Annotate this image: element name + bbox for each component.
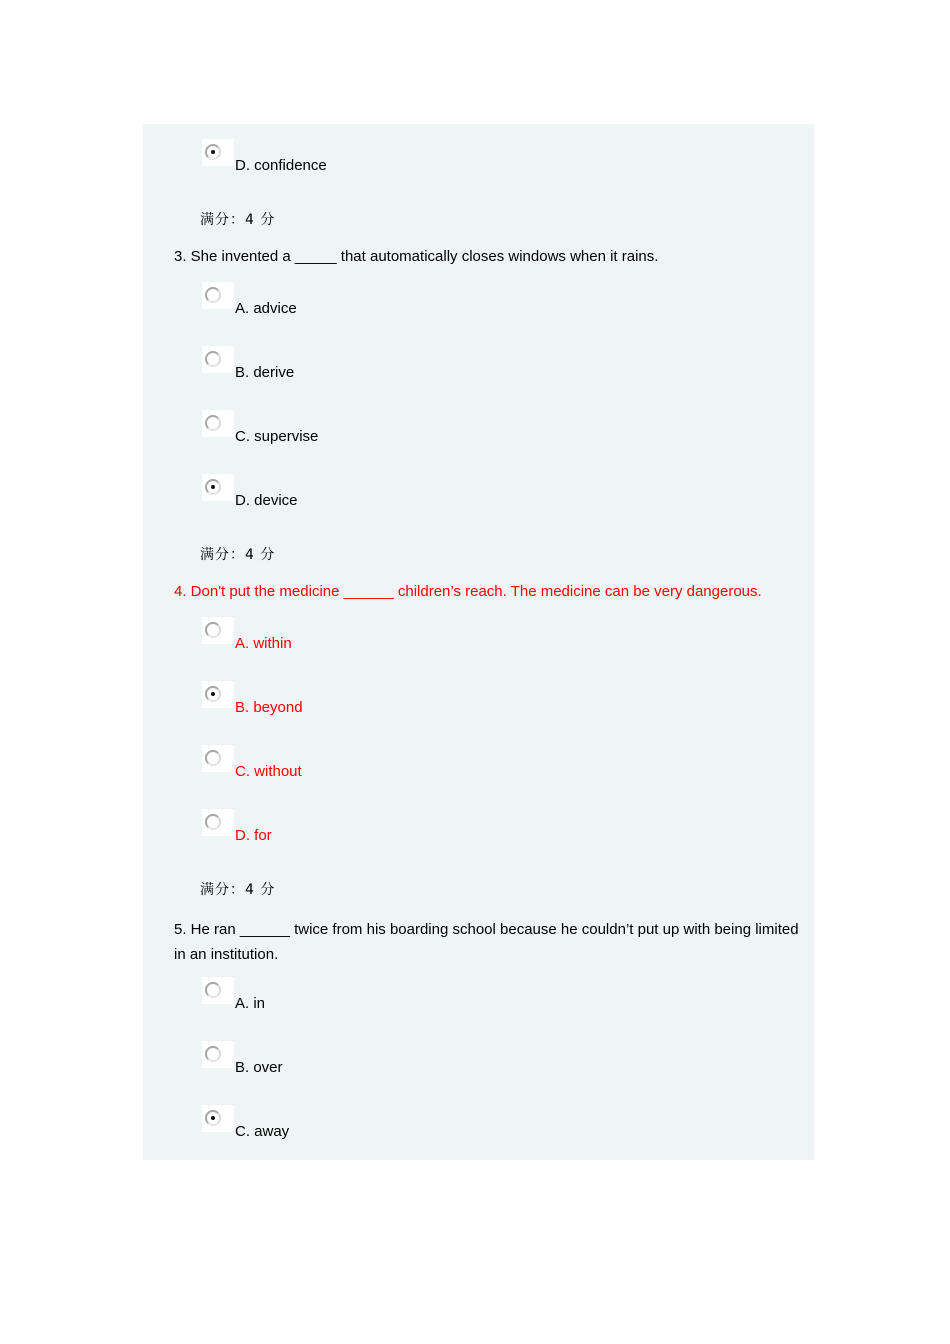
radio-icon bbox=[205, 622, 221, 638]
q4-option-c: C. without bbox=[235, 763, 302, 780]
q4-radio-d[interactable] bbox=[202, 809, 234, 836]
radio-selected-icon bbox=[205, 686, 221, 702]
q3-option-a: A. advice bbox=[235, 300, 297, 317]
q3-radio-a[interactable] bbox=[202, 282, 234, 309]
q3-radio-d[interactable] bbox=[202, 474, 234, 501]
q3-radio-b[interactable] bbox=[202, 346, 234, 373]
q5-option-c: C. away bbox=[235, 1123, 290, 1140]
radio-icon bbox=[205, 814, 221, 830]
q3-score-label: 满分：4 分 bbox=[200, 547, 276, 563]
q4-option-a: A. within bbox=[235, 635, 292, 652]
q3-option-c: C. supervise bbox=[235, 428, 319, 445]
q5-option-a: A. in bbox=[235, 995, 266, 1012]
q4-radio-c[interactable] bbox=[202, 745, 234, 772]
q3-option-d: D. device bbox=[235, 492, 298, 509]
q4-option-b: B. beyond bbox=[235, 699, 303, 716]
question-5-text: 5. He ran ______ twice from his boarding school because he couldn’t put up with being limited in an institution. bbox=[174, 921, 799, 963]
q5-radio-a[interactable] bbox=[202, 977, 234, 1004]
q4-radio-a[interactable] bbox=[202, 617, 234, 644]
question-3-text: 3. She invented a _____ that automatically closes windows when it rains. bbox=[174, 248, 659, 265]
radio-selected-icon bbox=[205, 1110, 221, 1126]
radio-selected-icon bbox=[205, 144, 221, 160]
radio-button-top-d[interactable] bbox=[202, 139, 234, 166]
radio-selected-icon bbox=[205, 479, 221, 495]
q4-option-d: D. for bbox=[235, 827, 272, 844]
q3-radio-c[interactable] bbox=[202, 410, 234, 437]
radio-icon bbox=[205, 1046, 221, 1062]
q4-score-label: 满分：4 分 bbox=[200, 882, 276, 898]
q4-radio-b[interactable] bbox=[202, 681, 234, 708]
radio-icon bbox=[205, 982, 221, 998]
score-label: 满分：4 分 bbox=[200, 212, 276, 228]
radio-icon bbox=[205, 351, 221, 367]
radio-icon bbox=[205, 287, 221, 303]
radio-icon bbox=[205, 750, 221, 766]
question-4-text: 4. Don't put the medicine ______ children’s reach. The medicine can be very dangerous. bbox=[174, 583, 762, 600]
q5-radio-c[interactable] bbox=[202, 1105, 234, 1132]
option-label: D. confidence bbox=[235, 157, 327, 174]
q5-radio-b[interactable] bbox=[202, 1041, 234, 1068]
q3-option-b: B. derive bbox=[235, 364, 295, 381]
radio-icon bbox=[205, 415, 221, 431]
q5-option-b: B. over bbox=[235, 1059, 283, 1076]
